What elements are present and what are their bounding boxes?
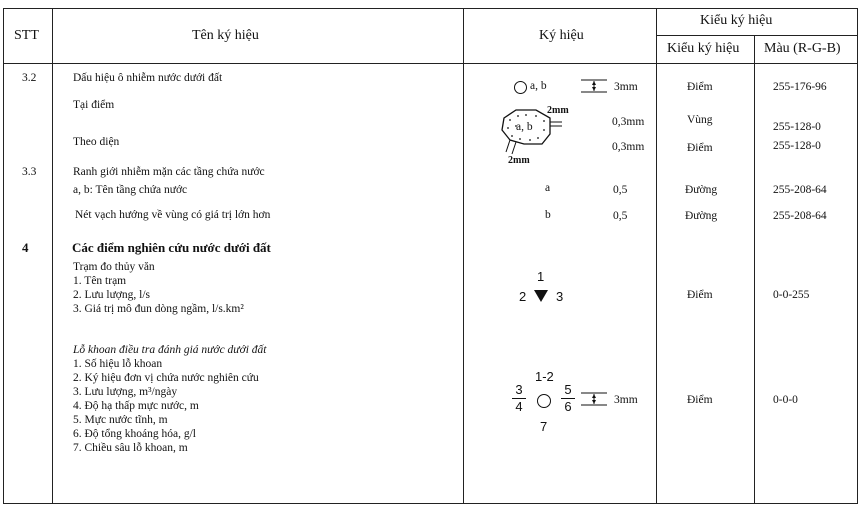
- row-3-3-stt: 3.3: [22, 166, 37, 178]
- lokhoan-sym-top: 1-2: [535, 369, 554, 384]
- lokhoan-item-4: 4. Độ hạ thấp mực nước, m: [73, 400, 199, 412]
- tram-item-3: 3. Giá trị mô đun dòng ngầm, l/s.km²: [73, 303, 244, 315]
- lokhoan-mau: 0-0-0: [773, 394, 798, 406]
- table-left-border: [3, 8, 4, 504]
- theo-dien-mau-2: 255-128-0: [773, 140, 821, 152]
- lokhoan-item-1: 1. Số hiệu lỗ khoan: [73, 358, 163, 370]
- size-dimension-icon: [579, 391, 609, 407]
- row-3-3a-symbol: a: [545, 182, 551, 194]
- tram-kieu: Điểm: [687, 289, 713, 301]
- lokhoan-item-7: 7. Chiều sâu lỗ khoan, m: [73, 442, 188, 454]
- theo-dien-kieu-2: Điểm: [687, 142, 713, 154]
- row-3-2-mau: 255-176-96: [773, 81, 827, 93]
- tram-heading: Trạm đo thủy văn: [73, 261, 155, 273]
- table-right-border: [857, 8, 858, 504]
- lokhoan-item-3: 3. Lưu lượng, m³/ngày: [73, 386, 178, 398]
- frac-left-den: 4: [515, 399, 523, 414]
- row-3-3-name: Ranh giới nhiễm mặn các tầng chứa nước: [73, 166, 265, 178]
- tram-item-1: 1. Tên trạm: [73, 275, 127, 287]
- row-tai-diem-name: Tại điểm: [73, 99, 115, 111]
- table-bottom-border: [3, 503, 857, 504]
- col-divider-name: [463, 8, 464, 504]
- area-width-1: 0,3mm: [612, 116, 645, 128]
- row-4-stt: 4: [22, 240, 29, 255]
- pollution-point-symbol: [514, 81, 527, 94]
- lokhoan-item-6: 6. Độ tổng khoáng hóa, g/l: [73, 428, 196, 440]
- tram-item-2: 2. Lưu lượng, l/s: [73, 289, 151, 301]
- row-3-2-name: Dấu hiệu ô nhiễm nước dưới đất: [73, 72, 223, 84]
- hydro-station-triangle-icon: [534, 290, 548, 303]
- col-divider-symbol: [656, 8, 657, 504]
- row-3-3b-kieu: Đường: [685, 210, 718, 222]
- frac-left-num: 3: [515, 382, 523, 397]
- row-3-3b-width: 0,5: [613, 210, 628, 222]
- area-width-2: 0,3mm: [612, 141, 645, 153]
- tram-sym-right: 3: [556, 289, 564, 304]
- pollution-point-size: 3mm: [614, 81, 638, 93]
- row-3-3b-symbol: b: [545, 209, 551, 221]
- row-3-3a-kieu: Đường: [685, 184, 718, 196]
- lokhoan-size: 3mm: [614, 394, 638, 406]
- pollution-point-label: a, b: [530, 80, 547, 92]
- header-bottom-border: [3, 63, 857, 64]
- size-dimension-icon: [579, 78, 609, 94]
- row-4-title: Các điểm nghiên cứu nước dưới đất: [72, 240, 271, 255]
- subheader-divider: [656, 35, 857, 36]
- row-3-2-kieu: Điểm: [687, 81, 713, 93]
- frac-right-num: 5: [564, 382, 572, 397]
- area-label: a, b: [516, 121, 533, 133]
- col-divider-kieu: [754, 35, 755, 504]
- row-3-3b-name: Nét vạch hướng về vùng có giá trị lớn hơn: [75, 209, 271, 221]
- header-stt: STT: [14, 28, 39, 43]
- lokhoan-fraction-right: [561, 383, 575, 414]
- row-3-2-stt: 3.2: [22, 72, 37, 84]
- borehole-circle-icon: [537, 394, 551, 408]
- header-ky-hieu: Ký hiệu: [539, 28, 584, 43]
- row-3-3a-width: 0,5: [613, 184, 628, 196]
- col-divider-stt: [52, 8, 53, 504]
- frac-right-den: 6: [564, 399, 572, 414]
- row-3-3a-name: a, b: Tên tầng chứa nước: [73, 184, 188, 196]
- lokhoan-fraction-left: [512, 383, 526, 414]
- tram-sym-top: 1: [537, 269, 545, 284]
- lokhoan-item-2: 2. Ký hiệu đơn vị chứa nước nghiên cứu: [73, 372, 259, 384]
- header-mau: Màu (R-G-B): [764, 41, 841, 56]
- lokhoan-kieu: Điểm: [687, 394, 713, 406]
- theo-dien-mau-1: 255-128-0: [773, 121, 821, 133]
- lokhoan-item-5: 5. Mực nước tĩnh, m: [73, 414, 168, 426]
- row-3-3b-mau: 255-208-64: [773, 210, 827, 222]
- area-dim-top: 2mm: [547, 105, 569, 116]
- row-3-3a-mau: 255-208-64: [773, 184, 827, 196]
- row-theo-dien-name: Theo diện: [73, 136, 120, 148]
- lokhoan-sym-bottom: 7: [540, 419, 548, 434]
- header-kieu-ky-hieu: Kiểu ký hiệu: [667, 41, 740, 56]
- tram-sym-left: 2: [519, 289, 527, 304]
- tram-mau: 0-0-255: [773, 289, 810, 301]
- header-ten-ky-hieu: Tên ký hiệu: [192, 28, 259, 43]
- header-kieu-group: Kiểu ký hiệu: [700, 13, 773, 28]
- table-top-border: [3, 8, 857, 9]
- theo-dien-kieu-1: Vùng: [687, 114, 713, 126]
- area-dim-bottom: 2mm: [508, 155, 530, 166]
- lokhoan-heading: Lỗ khoan điều tra đánh giá nước dưới đất: [73, 344, 267, 356]
